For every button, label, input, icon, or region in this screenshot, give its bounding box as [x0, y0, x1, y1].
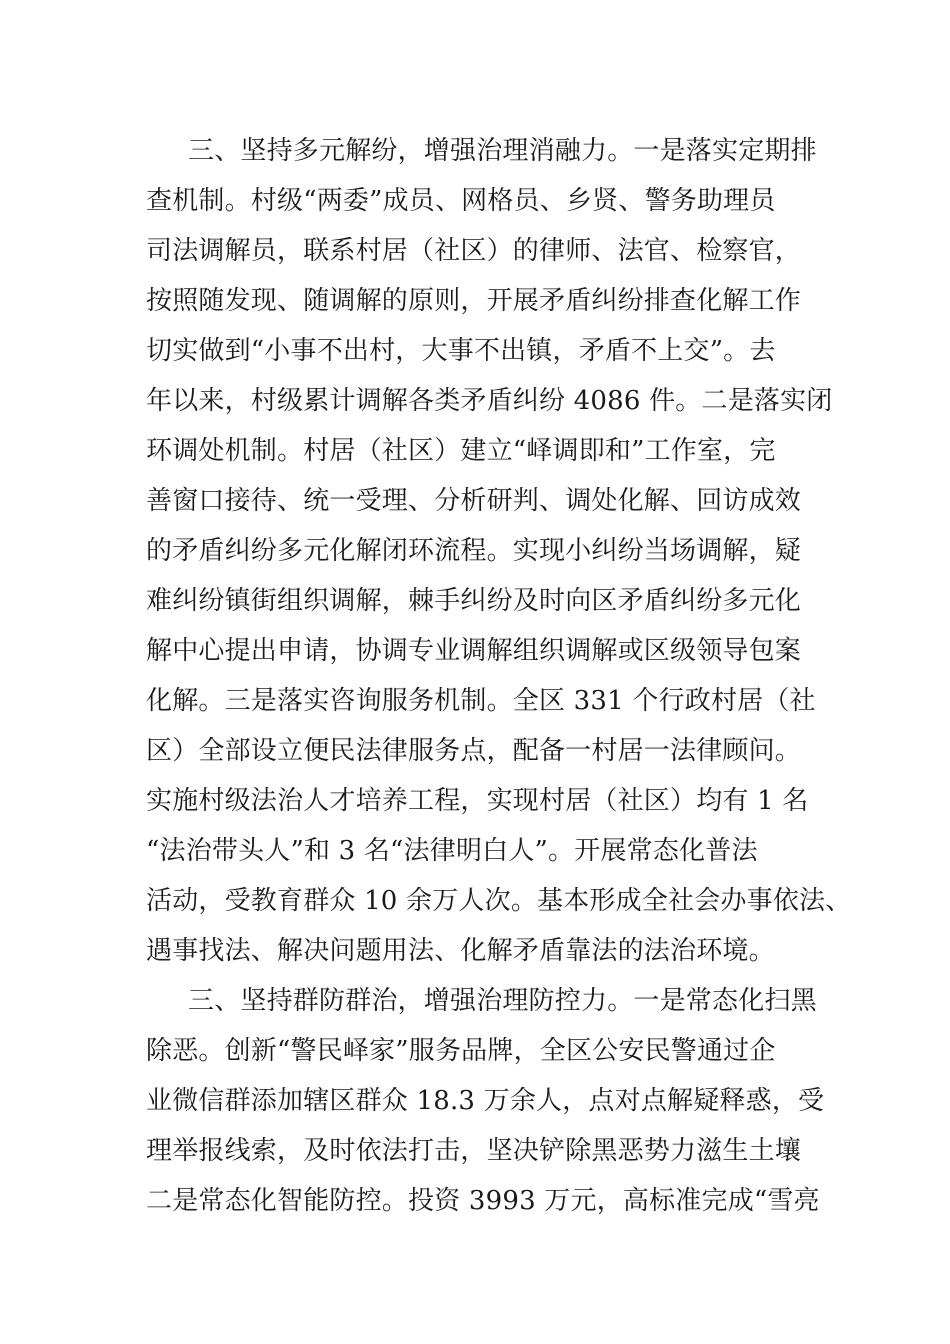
paragraph-1-line-6: 年以来，村级累计调解各类矛盾纠纷 4086 件。二是落实闭 — [146, 386, 833, 416]
paragraph-1-line-10: 难纠纷镇街组织调解，棘手纠纷及时向区矛盾纠纷多元化 — [146, 586, 802, 616]
paragraph-1-line-5: 切实做到“小事不出村，大事不出镇，矛盾不上交”。去 — [146, 336, 776, 366]
paragraph-1-line-4: 按照随发现、随调解的原则，开展矛盾纠纷排查化解工作 — [146, 286, 802, 316]
paragraph-1-line-13: 区）全部设立便民法律服务点，配备一村居一法律顾问。 — [146, 736, 802, 766]
paragraph-2-line-1: 三、坚持群防群治，增强治理防控力。一是常态化扫黑 — [188, 986, 817, 1016]
paragraph-1-line-8: 善窗口接待、统一受理、分析研判、调处化解、回访成效 — [146, 486, 802, 516]
paragraph-1-line-12: 化解。三是落实咨询服务机制。全区 331 个行政村居（社 — [146, 686, 816, 716]
paragraph-2-line-5: 二是常态化智能防控。投资 3993 万元，高标准完成“雪亮 — [146, 1186, 820, 1216]
paragraph-1-line-14: 实施村级法治人才培养工程，实现村居（社区）均有 1 名 — [146, 786, 809, 816]
paragraph-1-line-15: “法治带头人”和 3 名“法律明白人”。开展常态化普法 — [146, 836, 758, 866]
paragraph-1-line-1: 三、坚持多元解纷，增强治理消融力。一是落实定期排 — [188, 136, 817, 166]
paragraph-1-line-16: 活动，受教育群众 10 余万人次。基本形成全社会办事依法、 — [146, 886, 852, 916]
paragraph-1-line-9: 的矛盾纠纷多元化解闭环流程。实现小纠纷当场调解，疑 — [146, 536, 802, 566]
paragraph-2-line-3: 业微信群添加辖区群众 18.3 万余人，点对点解疑释惑，受 — [146, 1086, 825, 1116]
paragraph-1-line-3: 司法调解员，联系村居（社区）的律师、法官、检察官， — [146, 236, 802, 266]
paragraph-2-line-4: 理举报线索，及时依法打击，坚决铲除黑恶势力滋生土壤 — [146, 1136, 802, 1166]
paragraph-1-line-2: 查机制。村级“两委”成员、网格员、乡贤、警务助理员 — [146, 186, 776, 216]
paragraph-2-line-2: 除恶。创新“警民峄家”服务品牌，全区公安民警通过企 — [146, 1036, 776, 1066]
paragraph-1-line-17: 遇事找法、解决问题用法、化解矛盾靠法的法治环境。 — [146, 936, 775, 966]
paragraph-1-line-7: 环调处机制。村居（社区）建立“峄调即和”工作室，完 — [146, 436, 776, 466]
paragraph-1-line-11: 解中心提出申请，协调专业调解组织调解或区级领导包案 — [146, 636, 802, 666]
